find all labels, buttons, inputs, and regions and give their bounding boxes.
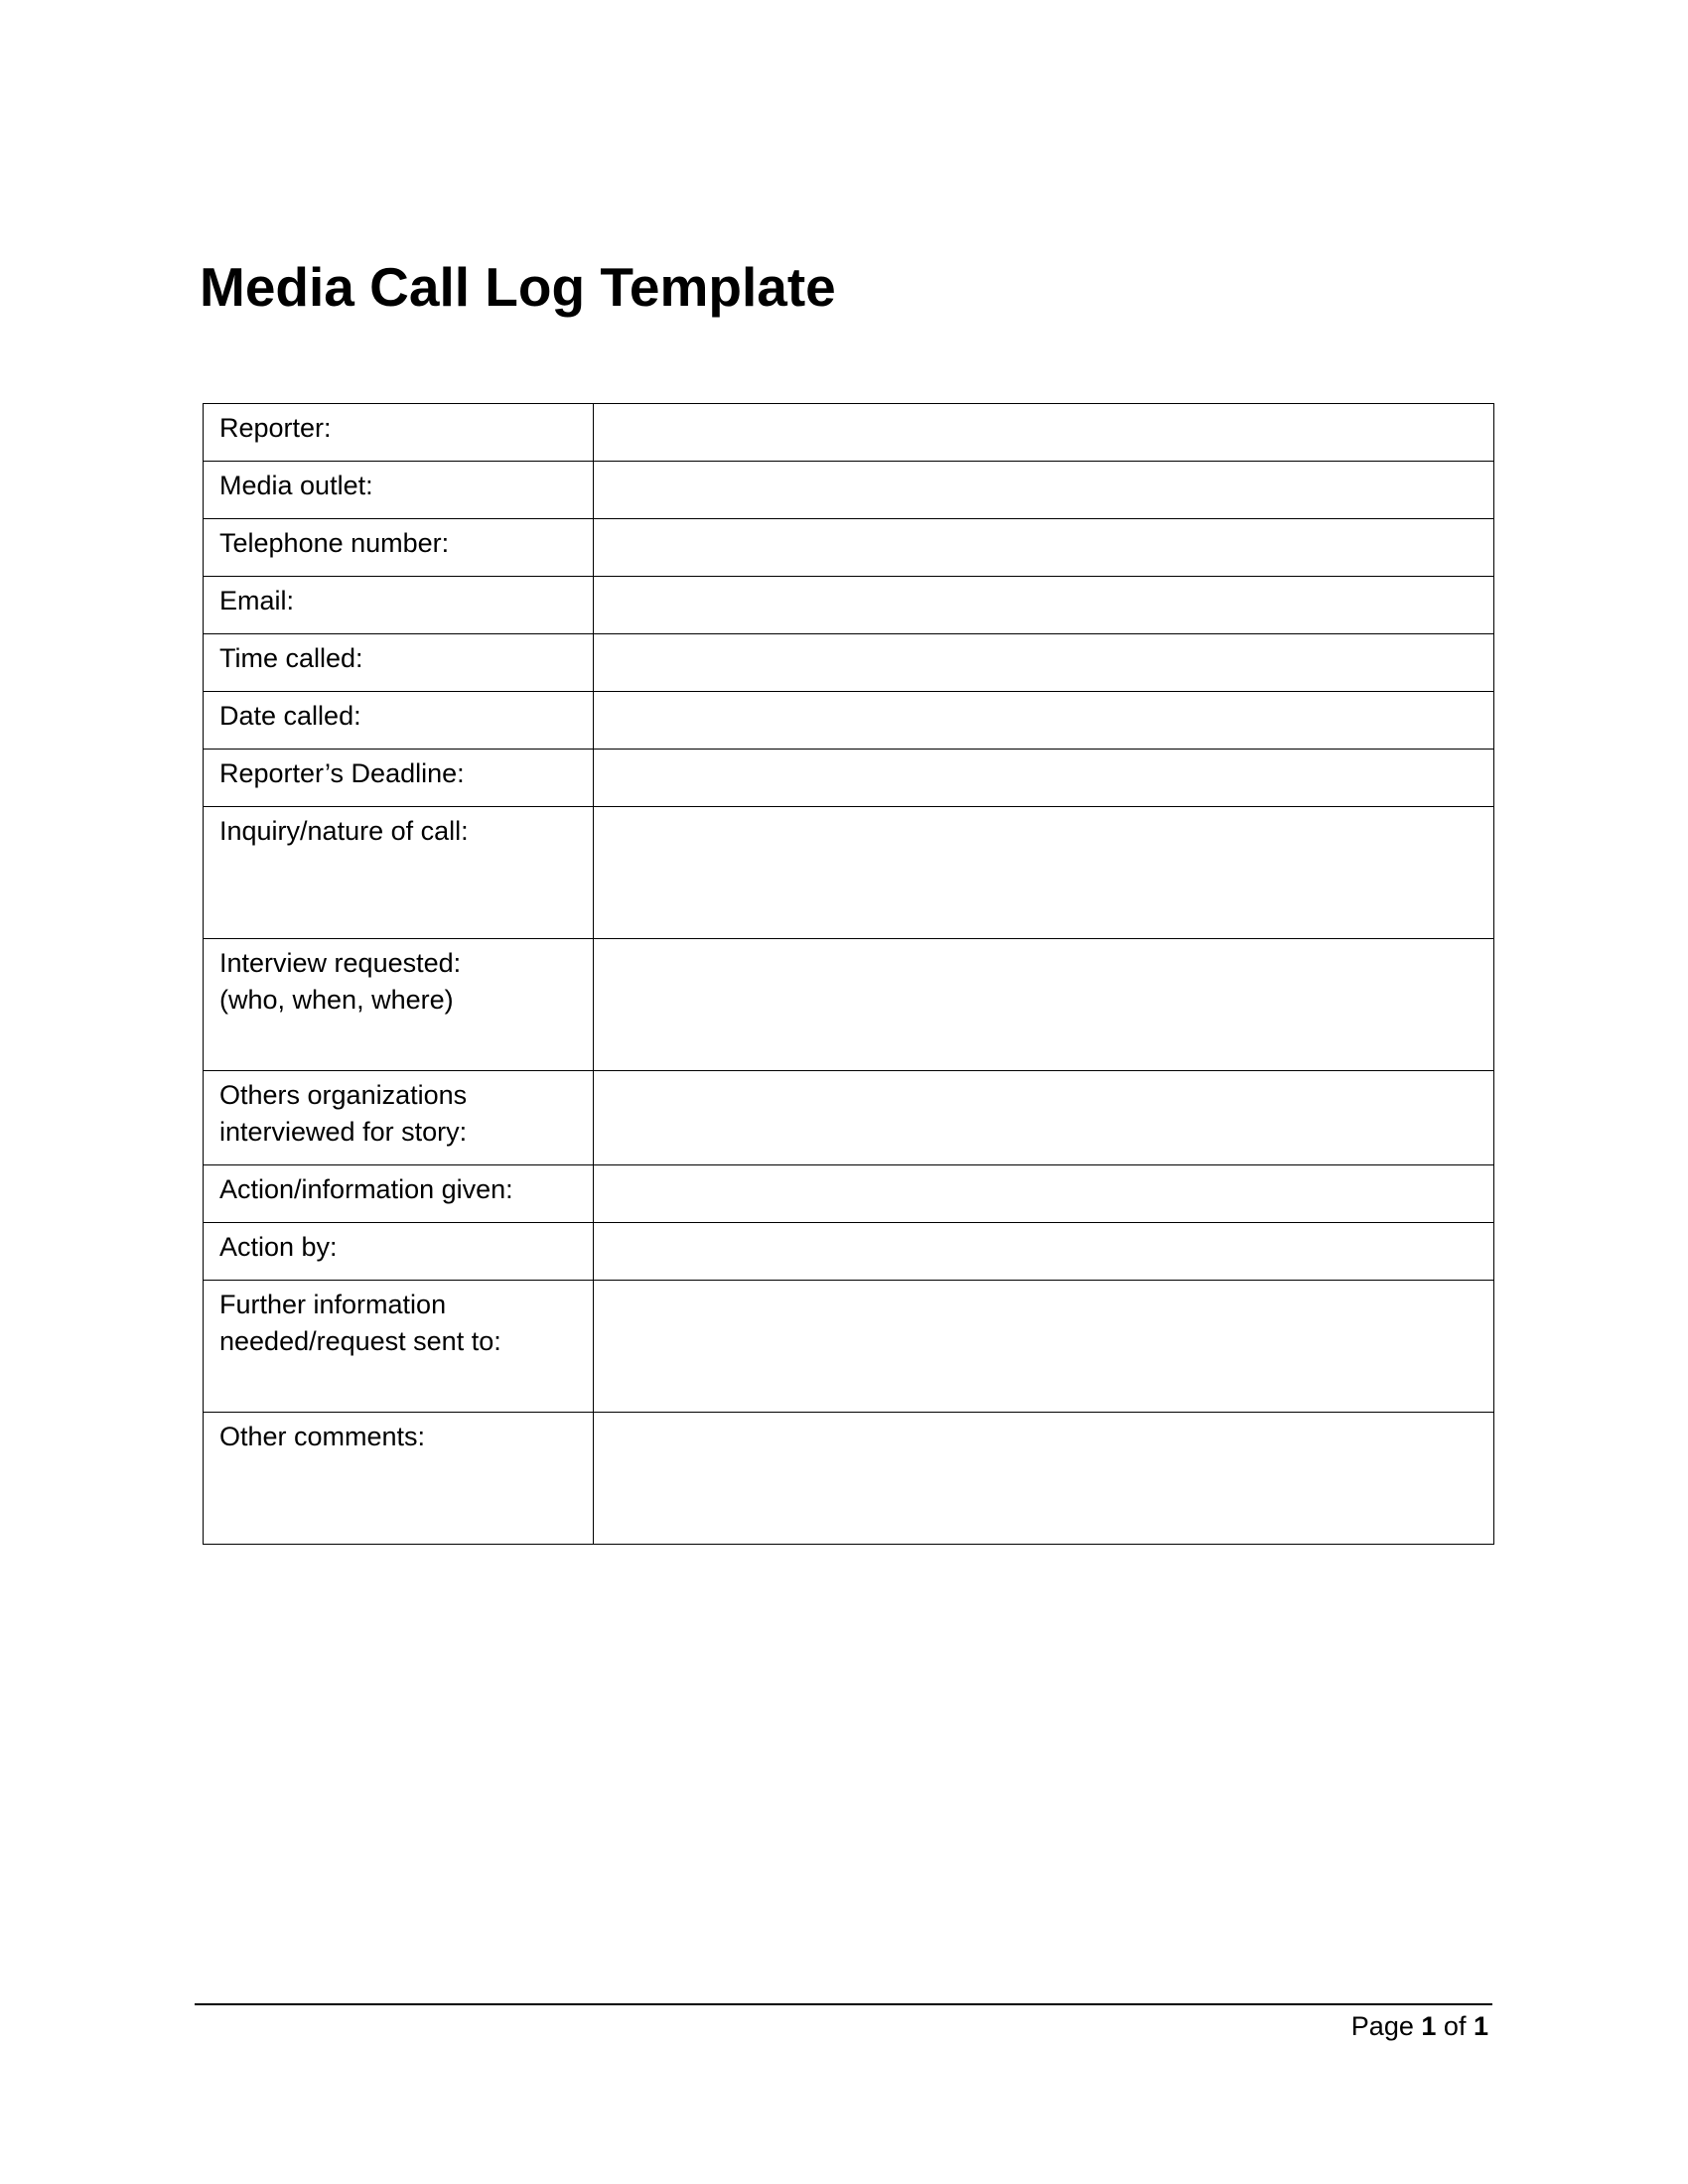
media-outlet-value[interactable] xyxy=(594,462,1494,519)
label-line: Further information xyxy=(219,1290,447,1319)
interview-requested-value[interactable] xyxy=(594,939,1494,1071)
table-row xyxy=(204,634,1494,692)
label-line: Other comments: xyxy=(219,1422,426,1451)
telephone-number-value[interactable] xyxy=(594,519,1494,577)
label-line: Reporter’s Deadline: xyxy=(219,758,465,788)
field-label xyxy=(204,692,594,750)
label-line: (who, when, where) xyxy=(219,985,454,1015)
email-value[interactable] xyxy=(594,577,1494,634)
label-line: Date called: xyxy=(219,701,361,731)
field-label xyxy=(204,1413,594,1545)
table-row xyxy=(204,404,1494,462)
page-word: Page xyxy=(1350,2011,1414,2041)
date-called-value[interactable] xyxy=(594,692,1494,750)
table-row xyxy=(204,1165,1494,1223)
page-number xyxy=(1351,2008,1488,2045)
footer-divider xyxy=(195,2003,1492,2005)
field-label xyxy=(204,634,594,692)
field-label xyxy=(204,1071,594,1165)
action-by-value[interactable] xyxy=(594,1223,1494,1281)
table-row xyxy=(204,1223,1494,1281)
label-line: Interview requested: xyxy=(219,948,462,978)
label-line: Email: xyxy=(219,586,295,615)
further-information-value[interactable] xyxy=(594,1281,1494,1413)
label-line: Media outlet: xyxy=(219,471,373,500)
table-row xyxy=(204,1281,1494,1413)
label-line: Inquiry/nature of call: xyxy=(219,816,469,846)
field-label xyxy=(204,939,594,1071)
field-label xyxy=(204,1223,594,1281)
of-word: of xyxy=(1443,2011,1467,2041)
field-label xyxy=(204,807,594,939)
current-page: 1 xyxy=(1421,2011,1437,2041)
table-row xyxy=(204,750,1494,807)
time-called-value[interactable] xyxy=(594,634,1494,692)
table-row xyxy=(204,807,1494,939)
field-label xyxy=(204,404,594,462)
label-line: Telephone number: xyxy=(219,528,450,558)
field-label xyxy=(204,750,594,807)
field-label xyxy=(204,462,594,519)
field-label xyxy=(204,1165,594,1223)
table-row xyxy=(204,1413,1494,1545)
label-line: needed/request sent to: xyxy=(219,1326,501,1356)
field-label xyxy=(204,519,594,577)
page-title: Media Call Log Template xyxy=(200,256,836,318)
table-row xyxy=(204,462,1494,519)
table-row xyxy=(204,577,1494,634)
reporter-deadline-value[interactable] xyxy=(594,750,1494,807)
reporter-value[interactable] xyxy=(594,404,1494,462)
total-pages: 1 xyxy=(1473,2011,1488,2041)
label-line: interviewed for story: xyxy=(219,1117,468,1147)
field-label xyxy=(204,1281,594,1413)
table-row xyxy=(204,519,1494,577)
table-row xyxy=(204,939,1494,1071)
label-line: Time called: xyxy=(219,643,363,673)
table-row xyxy=(204,692,1494,750)
inquiry-value[interactable] xyxy=(594,807,1494,939)
table-row xyxy=(204,1071,1494,1165)
other-organizations-value[interactable] xyxy=(594,1071,1494,1165)
other-comments-value[interactable] xyxy=(594,1413,1494,1545)
field-label xyxy=(204,577,594,634)
label-line: Action by: xyxy=(219,1232,338,1262)
label-line: Action/information given: xyxy=(219,1174,513,1204)
call-log-table xyxy=(203,403,1494,1545)
action-information-value[interactable] xyxy=(594,1165,1494,1223)
label-line: Reporter: xyxy=(219,413,332,443)
label-line: Others organizations xyxy=(219,1080,468,1110)
